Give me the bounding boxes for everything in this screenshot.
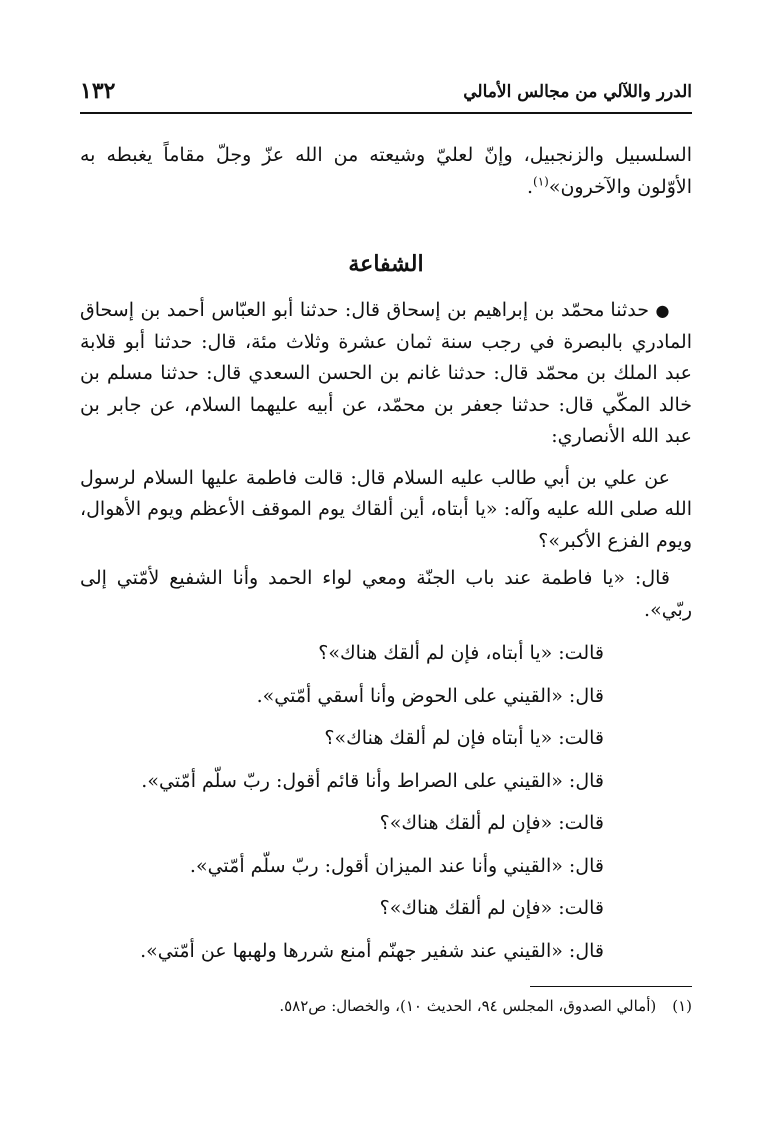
running-title: الدرر واللآلي من مجالس الأمالي	[463, 82, 692, 102]
page-body	[80, 140, 692, 972]
section-title: الشفاعة	[348, 251, 424, 277]
dialogue-line: قال: «القيني وأنا عند الميزان أقول: ربّ سلّم أمّتي».	[189, 854, 604, 877]
footnote-reference: (١)	[533, 174, 549, 189]
bullet-icon: ●	[655, 301, 670, 320]
isnad-paragraph	[80, 295, 692, 453]
dialogue-line: قال: «القيني عند شفير جهنّم أمنع شررها ولهبها عن أمّتي».	[140, 939, 604, 962]
footnote-text: (أمالي الصدوق، المجلس ٩٤، الحديث ١٠)، والخصال: ص٥٨٢.	[279, 997, 657, 1015]
lead-paragraph-end: .	[526, 175, 533, 198]
page-number: ١٣٢	[80, 78, 116, 104]
dialogue-line: قالت: «يا أبتاه، فإن لم ألقك هناك»؟	[318, 642, 604, 664]
lead-paragraph-text: السلسبيل والزنجبيل، وإنّ لعليّ وشيعته من الله عزّ وجلّ مقاماً يغبطه به الأوّلون والآخرون»	[80, 144, 692, 198]
lead-paragraph	[80, 140, 692, 203]
dialogue-line: قال: «القيني على الصراط وأنا قائم أقول: ربّ سلّم أمّتي».	[141, 769, 604, 792]
page-header	[80, 76, 692, 114]
footnote-divider	[530, 986, 692, 987]
isnad-text: حدثنا محمّد بن إبراهيم بن إسحاق قال: حدثنا أبو العبّاس أحمد بن إسحاق المادري بالبصرة في رجب سنة ثمان عشرة وثلاث مئة، قال: حدثنا أبو قلابة عبد الملك بن محمّد قال: حدثنا غانم بن الحسن السعدي قال: حدثنا مسلم بن خالد المكّي قال: حدثنا جعفر بن محمّد، عن أبيه عليهما السلام، عن جابر بن عبد الله الأنصاري:	[80, 299, 692, 447]
dialogue-line: قالت: «يا أبتاه فإن لم ألقك هناك»؟	[324, 727, 604, 749]
dialogue-line: قالت: «فإن لم ألقك هناك»؟	[379, 812, 604, 834]
footnote	[80, 994, 692, 1018]
footnote-number: (١)	[672, 997, 692, 1015]
answer-paragraph: قال: «يا فاطمة عند باب الجنّة ومعي لواء الحمد وأنا الشفيع لأمّتي إلى ربّي».	[80, 567, 692, 621]
dialogue-line: قالت: «فإن لم ألقك هناك»؟	[379, 897, 604, 919]
dialogue-line: قال: «القيني على الحوض وأنا أسقي أمّتي».	[256, 684, 604, 707]
hadith-paragraph: عن علي بن أبي طالب عليه السلام قال: قالت فاطمة عليها السلام لرسول الله صلى الله عليه وآله: «يا أبتاه، أين ألقاك يوم الموقف الأعظم ويوم الأهوال، ويوم الفزع الأكبر»؟	[80, 466, 692, 552]
